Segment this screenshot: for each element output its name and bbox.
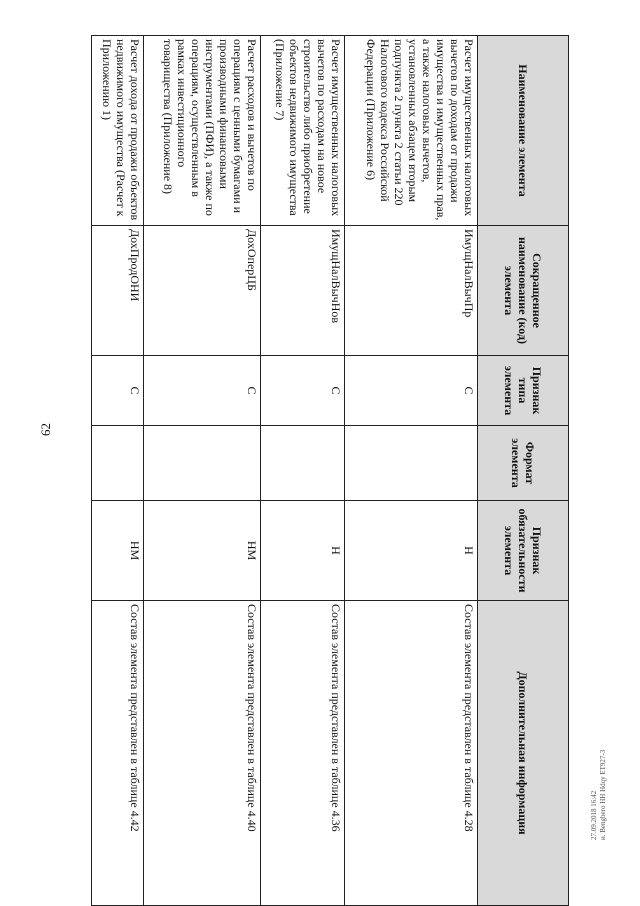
- cell-element-type: С: [260, 356, 344, 426]
- cell-element-name: Расчет расходов и вычетов по операциям с ценными бумагами и производными финансовыми инструментами (ПФИ), а также по операциям, осуществленным в рамках инвестиционного товарищества (Приложение 8): [144, 36, 261, 226]
- table-container: [91, 35, 569, 905]
- cell-element-format: [260, 426, 344, 501]
- cell-element-code: ИмущНалВычПр: [345, 226, 478, 356]
- header-element-format: Формат элемента: [478, 426, 569, 501]
- header-additional-info: Дополнительная информация: [478, 601, 569, 906]
- page-number: 62: [38, 423, 53, 436]
- cell-element-required: НМ: [144, 501, 261, 601]
- cell-element-type: С: [92, 356, 144, 426]
- stamp-line-2: и. Bengbero HH Hdqy ET927-3: [599, 749, 607, 840]
- cell-element-code: ДохПродОНИ: [92, 226, 144, 356]
- table-row: [92, 36, 144, 906]
- table-header-row: [478, 36, 569, 906]
- header-element-required: Признак обязательности элемента: [478, 501, 569, 601]
- cell-element-format: [345, 426, 478, 501]
- table-row: [144, 36, 261, 906]
- cell-element-name: Расчет имущественных налоговых вычетов по расходам на новое строительство либо приобретение объектов недвижимого имущества (Приложение 7): [260, 36, 344, 226]
- cell-additional-info: Состав элемента представлен в таблице 4.36: [260, 601, 344, 906]
- cell-element-name: Расчет дохода от продажи объектов недвижимого имущества (Расчет к Приложению 1): [92, 36, 144, 226]
- header-element-type: Признак типа элемента: [478, 356, 569, 426]
- cell-element-name: Расчет имущественных налоговых вычетов по доходам от продажи имущества и имущественных прав, а также налоговых вычетов, установленных абзацем вторым подпункта 2 пункта 2 статьи 220 Налогового кодекса Российской Федерации (Приложение 6): [345, 36, 478, 226]
- cell-additional-info: Состав элемента представлен в таблице 4.28: [345, 601, 478, 906]
- cell-element-type: С: [345, 356, 478, 426]
- table-row: [260, 36, 344, 906]
- cell-element-format: [144, 426, 261, 501]
- cell-additional-info: Состав элемента представлен в таблице 4.40: [144, 601, 261, 906]
- cell-element-code: ДохОперЦБ: [144, 226, 261, 356]
- cell-element-required: Н: [260, 501, 344, 601]
- cell-element-required: НМ: [92, 501, 144, 601]
- cell-element-type: С: [144, 356, 261, 426]
- stamp-line-1: 27.09.2018 16:42: [590, 790, 598, 840]
- requisites-table: [91, 35, 569, 906]
- table-row: [345, 36, 478, 906]
- cell-additional-info: Состав элемента представлен в таблице 4.42: [92, 601, 144, 906]
- header-element-code: Сокращенное наименование (код) элемента: [478, 226, 569, 356]
- electronic-signature-stamp: [590, 750, 608, 840]
- header-element-name: Наименование элемента: [478, 36, 569, 226]
- cell-element-required: Н: [345, 501, 478, 601]
- cell-element-code: ИмущНалВычНов: [260, 226, 344, 356]
- cell-element-format: [92, 426, 144, 501]
